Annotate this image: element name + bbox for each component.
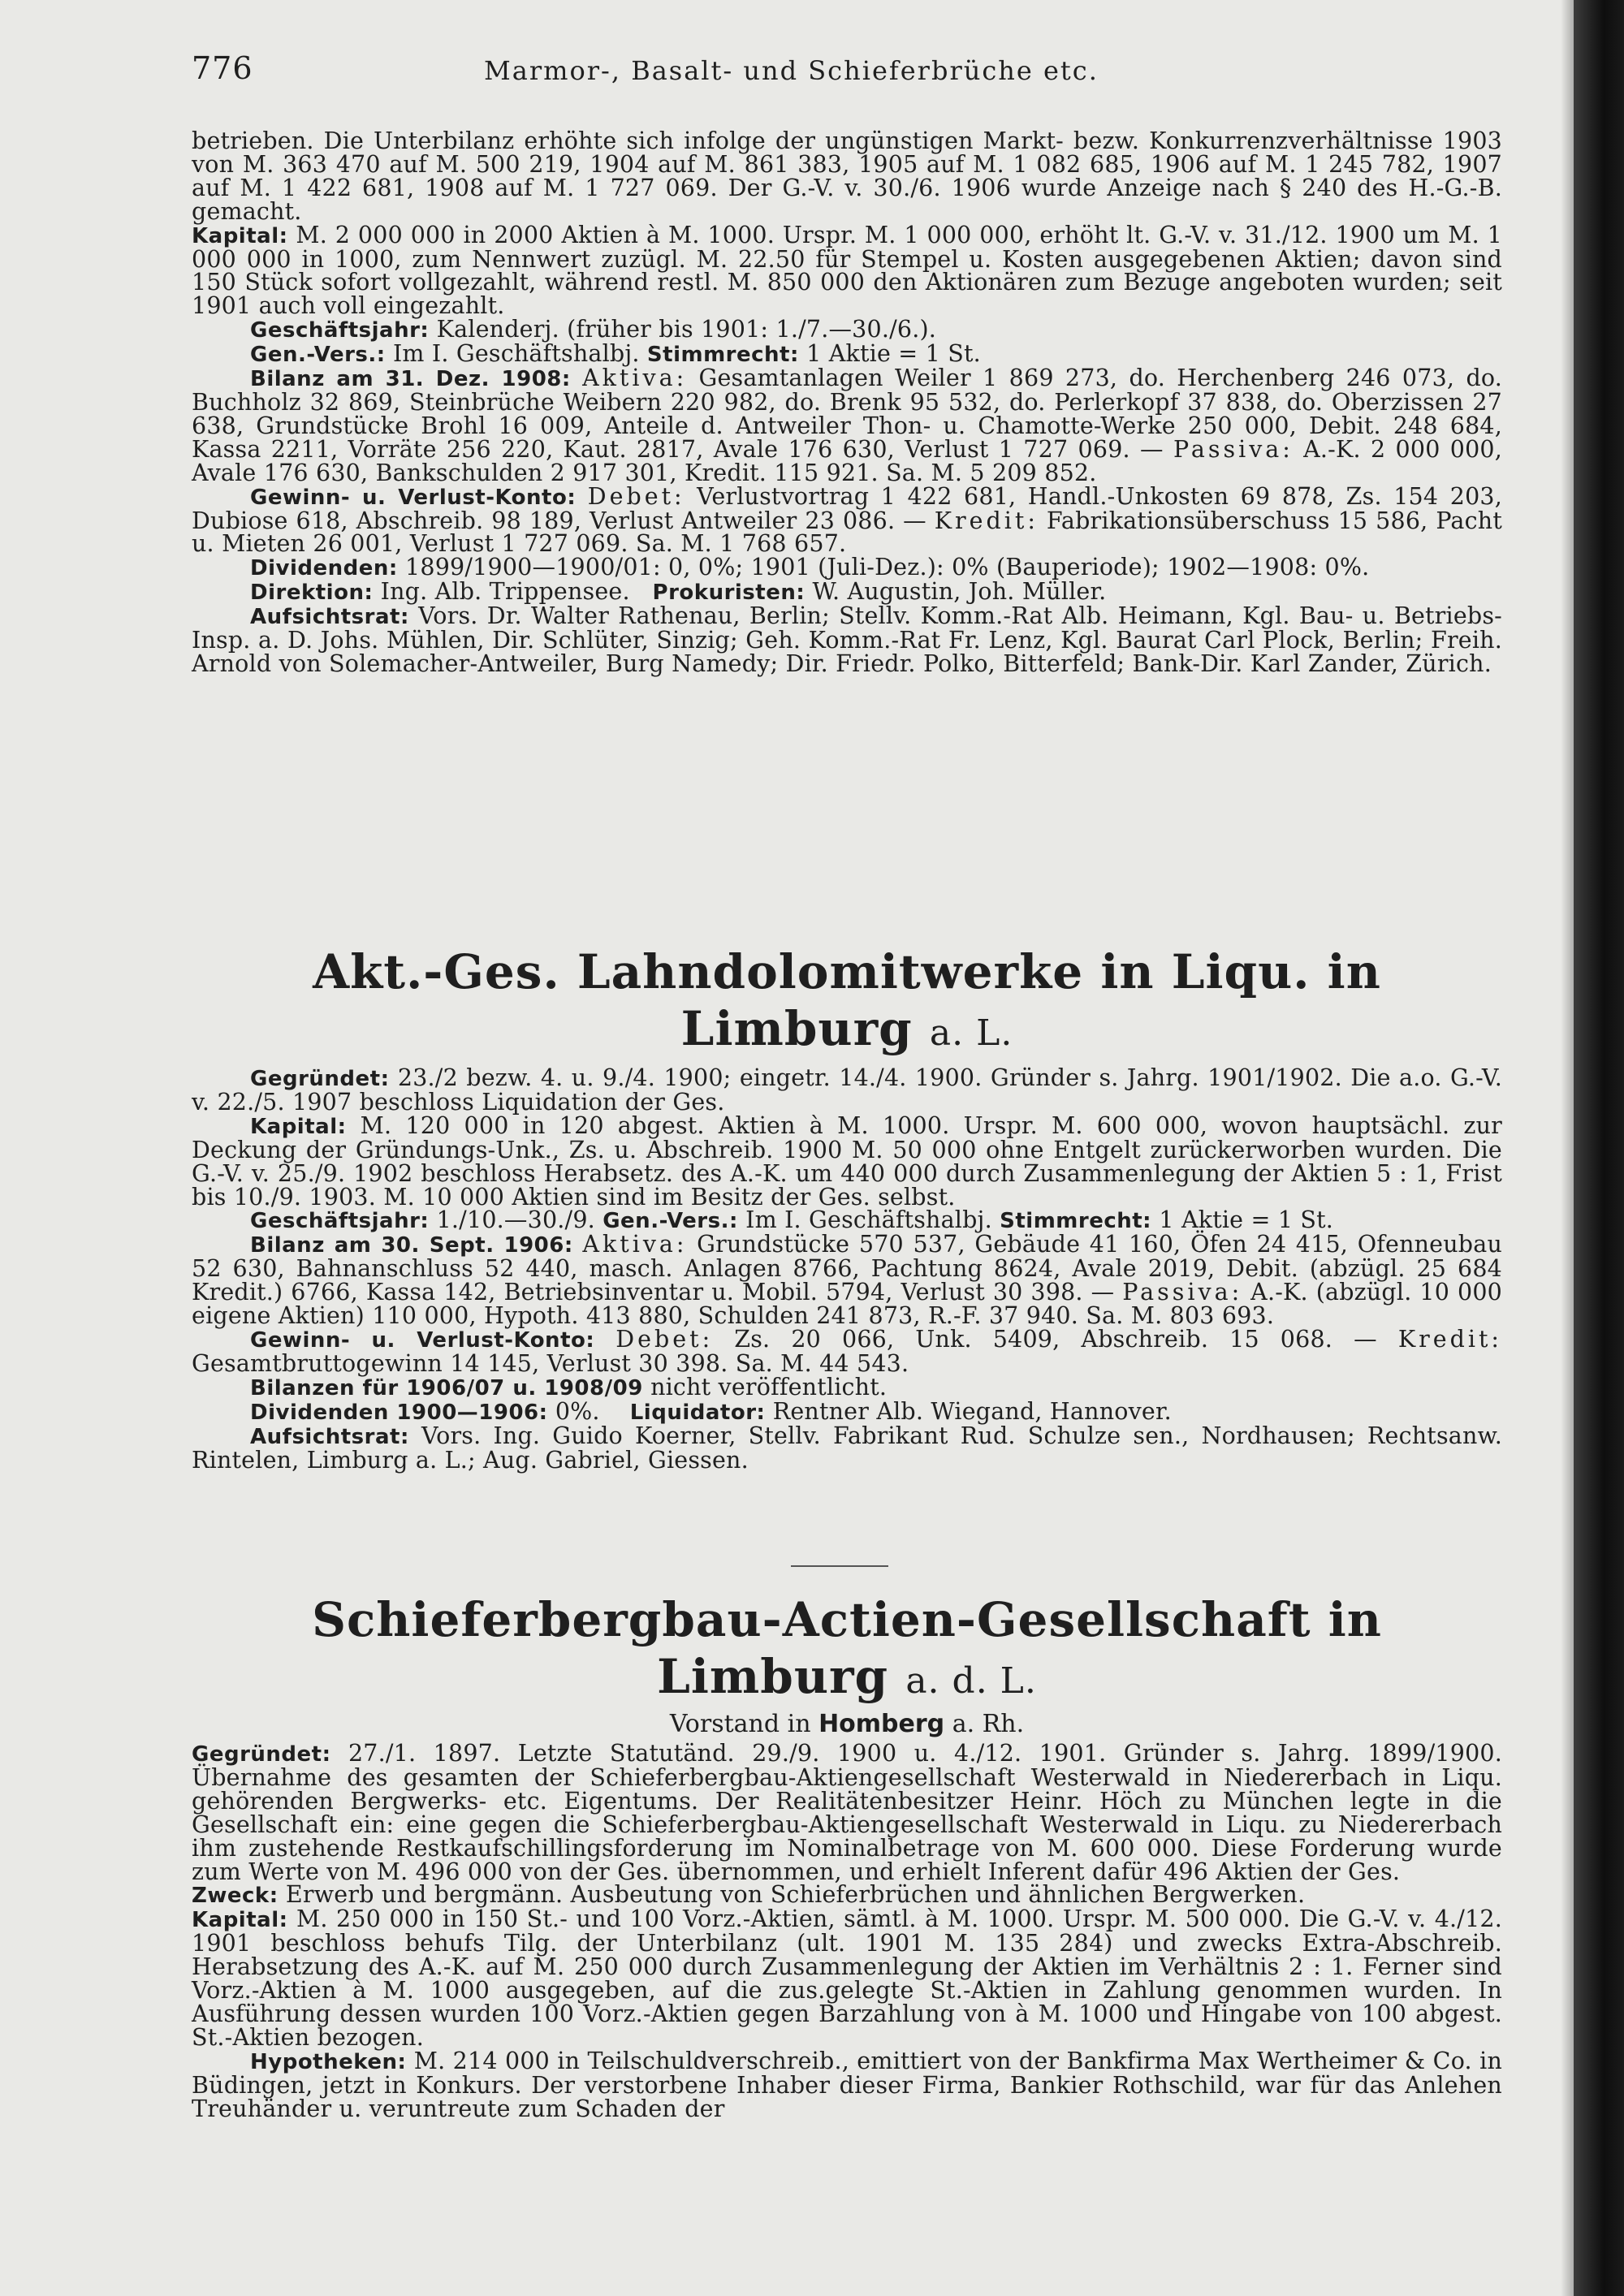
company-title: Akt.-Ges. Lahndolomitwerke in Liqu. in Limburg a. L. xyxy=(313,944,1381,1056)
kapital-paragraph: Kapital: M. 2 000 000 in 2000 Aktien à M. 1000. Urspr. M. 1 000 000, erhöht lt. G.-V. v. 31./12. 1900 um M. 1 000 000 in 1000, zum Nennwert zuzügl. M. 22.50 für Stempel u. Kosten ausgegebenen Aktien; davon sind 150 Stück sofort vollgezahlt, während restl. M. 850 000 den Aktionären zum Bezuge angeboten wurden; seit 1901 auch voll eingezahlt. xyxy=(192,221,1502,320)
direktion-paragraph: Direktion: Ing. Alb. Trippensee. Prokuristen: W. Augustin, Joh. Müller. xyxy=(250,578,1107,606)
company-title: Schieferbergbau-Actien-Gesellschaft in Limburg a. d. L. xyxy=(312,1592,1382,1704)
vorstand-line: Vorstand in Homberg a. Rh. xyxy=(669,1710,1025,1738)
zweck-paragraph: Zweck: Erwerb und bergmänn. Ausbeutung von Schieferbrüchen und ähnlichen Bergwerken. xyxy=(192,1881,1306,1909)
aufsichtsrat-paragraph: Aufsichtsrat: Vors. Ing. Guido Koerner, Stellv. Fabrikant Rud. Schulze sen., Nordhausen; Rechtsanw. Rintelen, Limburg a. L.; Aug. Gabriel, Giessen. xyxy=(192,1422,1503,1474)
section-lahndolomitwerke xyxy=(192,943,1502,1472)
page-gutter-shadow xyxy=(1561,0,1574,2296)
gegruendet-paragraph: Gegründet: 23./2 bezw. 4. u. 9./4. 1900; eingetr. 14./4. 1900. Gründer s. Jahrg. 1901/1902. Die a.o. G.-V. v. 22./5. 1907 beschloss Liquidation der Ges. xyxy=(192,1064,1502,1116)
section-schieferbergbau xyxy=(192,1591,1502,2121)
gegruendet-paragraph: Gegründet: 27./1. 1897. Letzte Statutänd. 29./9. 1900 u. 4./12. 1901. Gründer s. Jahrg. 1899/1900. Übernahme des gesamten der Schieferbergbau-Aktiengesellschaft Westerwald in Niedererbach in Liqu. gehörenden Bergwerks- etc. Eigentums. Der Realitätenbesitzer Heinr. Höch zu München legte in die Gesellschaft ein: eine gegen die Schieferbergbau-Aktiengesellschaft Westerwald in Liqu. zu Niedererbach ihm zustehende Restkaufschillingsforderung im Nominalbetrage von M. 600 000. Diese Forderung wurde zum Werte von M. 496 000 von der Ges. übernommen, und erhielt Inferent dafür 496 Aktien der Ges. xyxy=(192,1740,1502,1885)
genvers-paragraph: Gen.-Vers.: Im I. Geschäftshalbj. Stimmrecht: 1 Aktie = 1 St. xyxy=(250,340,981,368)
page-header xyxy=(192,50,1531,99)
guv-paragraph: Gewinn- u. Verlust-Konto: Debet: Verlustvortrag 1 422 681, Handl.-Unkosten 69 878, Zs. 154 203, Dubiose 618, Abschreib. 98 189, Verlust Antweiler 23 086. — Kredit: Fabrikationsüberschuss 15 586, Pacht u. Mieten 26 001, Verlust 1 727 069. Sa. M. 1 768 657. xyxy=(192,482,1502,558)
section-divider xyxy=(791,1565,888,1567)
section-continuation xyxy=(192,127,1503,677)
page-edge xyxy=(1574,0,1624,2296)
bilanz-paragraph: Bilanz am 30. Sept. 1906: Aktiva: Grundstücke 570 537, Gebäude 41 160, Öfen 24 415, Ofenneubau 52 630, Bahnanschluss 52 440, masch. Anlagen 8766, Pachtung 8624, Avale 2019, Debit. (abzügl. 25 684 Kredit.) 6766, Kassa 142, Betriebsinventar u. Mobil. 5794, Verlust 30 398. — Passiva: A.-K. (abzügl. 10 000 eigene Aktien) 110 000, Hypoth. 413 880, Schulden 241 873, R.-F. 37 940. Sa. M. 803 693. xyxy=(192,1231,1502,1330)
kapital-paragraph: Kapital: M. 250 000 in 150 St.- und 100 Vorz.-Aktien, sämtl. à M. 1000. Urspr. M. 500 000. Die G.-V. v. 4./12. 1901 beschloss behufs Tilg. der Unterbilanz (ult. 1901 M. 135 284) und zwecks Extra-Abschreib. Herabsetzung des A.-K. auf M. 250 000 durch Zusammenlegung der Aktien im Verhältnis 2 : 1. Ferner sind Vorz.-Aktien à M. 1000 ausgegeben, auf die zus.gelegte St.-Aktien in Zahlung genommen wurden. In Ausführung dessen wurden 100 Vorz.-Aktien gegen Barzahlung von à M. 1000 und Hingabe von 100 abgest. St.-Aktien bezogen. xyxy=(192,1905,1503,2051)
dividenden-paragraph: Dividenden 1900—1906: 0%. Liquidator: Rentner Alb. Wiegand, Hannover. xyxy=(250,1397,1172,1425)
kapital-paragraph: Kapital: M. 120 000 in 120 abgest. Aktien à M. 1000. Urspr. M. 600 000, wovon hauptsächl. zur Deckung der Gründungs-Unk., Zs. u. Abschreib. 1900 M. 50 000 ohne Entgelt zurückerworben wurden. Die G.-V. v. 25./9. 1902 beschloss Herabsetz. des A.-K. um 440 000 durch Zusammenlegung der Aktien 5 : 1, Frist bis 10./9. 1903. M. 10 000 Aktien sind im Besitz der Ges. selbst. xyxy=(192,1111,1502,1211)
guv-paragraph: Gewinn- u. Verlust-Konto: Debet: Zs. 20 066, Unk. 5409, Abschreib. 15 068. — Kredit: Gesamtbruttogewinn 14 145, Verlust 30 398. Sa. M. 44 543. xyxy=(192,1325,1503,1377)
bilanzen-paragraph: Bilanzen für 1906/07 u. 1908/09 nicht veröffentlicht. xyxy=(250,1373,888,1400)
geschaeftsjahr-paragraph: Geschäftsjahr: Kalenderj. (früher bis 1901: 1./7.—30./6.). xyxy=(250,316,937,343)
bilanz-paragraph: Bilanz am 31. Dez. 1908: Aktiva: Gesamtanlagen Weiler 1 869 273, do. Herchenberg 246 073, do. Buchholz 32 869, Steinbrüche Weibern 220 982, do. Brenk 95 532, do. Perlerkopf 37 838, do. Oberzissen 27 638, Grundstücke Brohl 16 009, Anteile d. Antweiler Thon- u. Chamotte-Werke 250 000, Debit. 248 684, Kassa 2211, Vorräte 256 220, Kaut. 2817, Avale 176 630, Verlust 1 727 069. — Passiva: A.-K. 2 000 000, Avale 176 630, Bankschulden 2 917 301, Kredit. 115 921. Sa. M. 5 209 852. xyxy=(192,365,1503,486)
intro-paragraph: betrieben. Die Unterbilanz erhöhte sich infolge der ungünstigen Markt- bezw. Konkurrenzverhältnisse 1903 von M. 363 470 auf M. 500 219, 1904 auf M. 861 383, 1905 auf M. 1 082 685, 1906 auf M. 1 245 782, 1907 auf M. 1 422 681, 1908 auf M. 1 727 069. Der G.-V. v. 30./6. 1906 wurde Anzeige nach § 240 des H.-G.-B. gemacht. xyxy=(192,127,1502,225)
running-title: Marmor-, Basalt- und Schieferbrüche etc. xyxy=(484,55,1099,86)
dividenden-paragraph: Dividenden: 1899/1900—1900/01: 0, 0%; 1901 (Juli-Dez.): 0% (Bauperiode); 1902—1908: 0%. xyxy=(250,554,1370,581)
page-number: 776 xyxy=(192,50,253,86)
geschaeftsjahr-paragraph: Geschäftsjahr: 1./10.—30./9. Gen.-Vers.: Im I. Geschäftshalbj. Stimmrecht: 1 Aktie = 1 St. xyxy=(250,1206,1334,1234)
hypotheken-paragraph: Hypotheken: M. 214 000 in Teilschuldverschreib., emittiert von der Bankfirma Max Wertheimer & Co. in Büdingen, jetzt in Konkurs. Der verstorbene Inhaber dieser Firma, Bankier Rothschild, war für das Anlehen Treuhänder u. veruntreute zum Schaden der xyxy=(192,2047,1502,2122)
aufsichtsrat-paragraph: Aufsichtsrat: Vors. Dr. Walter Rathenau, Berlin; Stellv. Komm.-Rat Alb. Heimann, Kgl. Bau- u. Betriebs-Insp. a. D. Johs. Mühlen, Dir. Schlüter, Sinzig; Geh. Komm.-Rat Fr. Lenz, Kgl. Baurat Carl Plock, Berlin; Freih. Arnold von Solemacher-Antweiler, Burg Namedy; Dir. Friedr. Polko, Bitterfeld; Bank-Dir. Karl Zander, Zürich. xyxy=(192,602,1502,677)
